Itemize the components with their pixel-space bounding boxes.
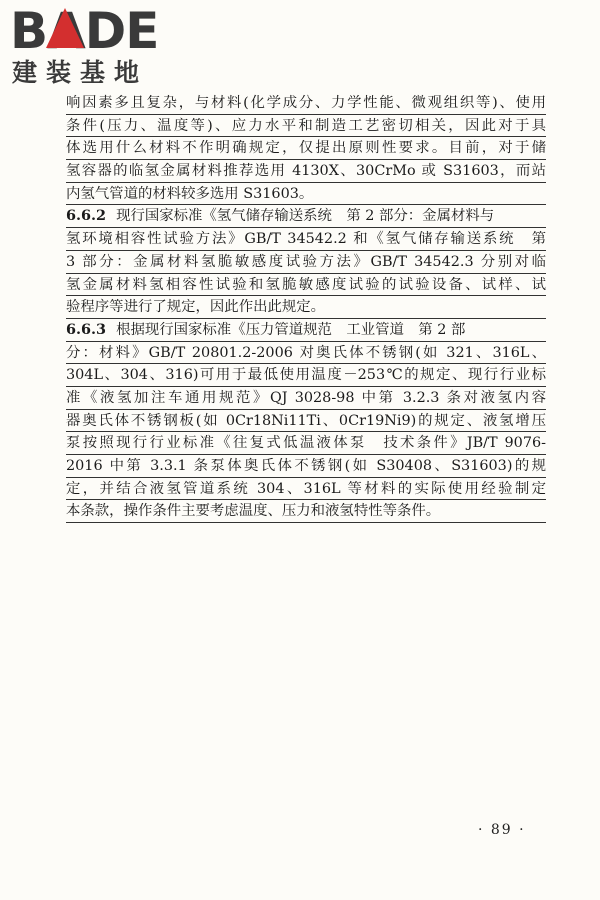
text-line: 验程序等进行了规定，因此作出此规定。 [66,296,546,319]
text-line: 2016 中第 3.3.1 条泵体奥氏体不锈钢(如 S30408、S31603)的规 [66,455,546,478]
text-line: 泵按照现行行业标准《往复式低温液体泵 技术条件》JB/T 9076- [66,432,546,455]
text-line: 根据现行国家标准《压力管道规范 工业管道 第 2 部 [116,321,466,338]
text-line: 氢容器的临氢金属材料推荐选用 4130X、30CrMo 或 S31603，而站 [66,160,546,183]
text-line: 氢环境相容性试验方法》GB/T 34542.2 和《氢气储存输送系统 第 [66,228,546,251]
clause-6-6-2 [66,205,546,318]
text-line: 器奥氏体不锈钢板(如 0Cr18Ni11Ti、0Cr19Ni9)的规定、液氢增压 [66,410,546,433]
text-line: 内氢气管道的材料较多选用 S31603。 [66,183,546,206]
document-body [66,92,546,523]
clause-number: 6.6.2 [66,207,107,225]
text-line: 分：材料》GB/T 20801.2-2006 对奥氏体不锈钢(如 321、316L、 [66,342,546,365]
text-line: 本条款，操作条件主要考虑温度、压力和液氢特性等条件。 [66,500,546,523]
paragraph-continuation [66,92,546,205]
text-line: 3 部分：金属材料氢脆敏感度试验方法》GB/T 34542.3 分别对临 [66,251,546,274]
text-line: 体选用什么材料不作明确规定，仅提出原则性要求。目前，对于储 [66,137,546,160]
text-line: 条件(压力、温度等)、应力水平和制造工艺密切相关，因此对于具 [66,115,546,138]
text-line: 响因素多且复杂，与材料(化学成分、力学性能、微观组织等)、使用 [66,92,546,115]
page-number: · 89 · [478,822,526,838]
bade-logo [10,4,180,90]
logo-subtitle: 建装基地 [12,58,149,87]
logo-brand: BADE [10,2,159,60]
logo-triangle-icon [46,8,84,48]
clause-6-6-3 [66,319,546,523]
clause-number: 6.6.3 [66,320,107,338]
text-line: 氢金属材料氢相容性试验和氢脆敏感度试验的试验设备、试样、试 [66,274,546,297]
text-line: 定，并结合液氢管道系统 304、316L 等材料的实际使用经验制定 [66,478,546,501]
text-line: 现行国家标准《氢气储存输送系统 第 2 部分：金属材料与 [116,208,495,225]
text-line: 304L、304、316)可用于最低使用温度－253℃的规定、现行行业标 [66,364,546,387]
text-line: 准《液氢加注车通用规范》QJ 3028-98 中第 3.2.3 条对液氢内容 [66,387,546,410]
